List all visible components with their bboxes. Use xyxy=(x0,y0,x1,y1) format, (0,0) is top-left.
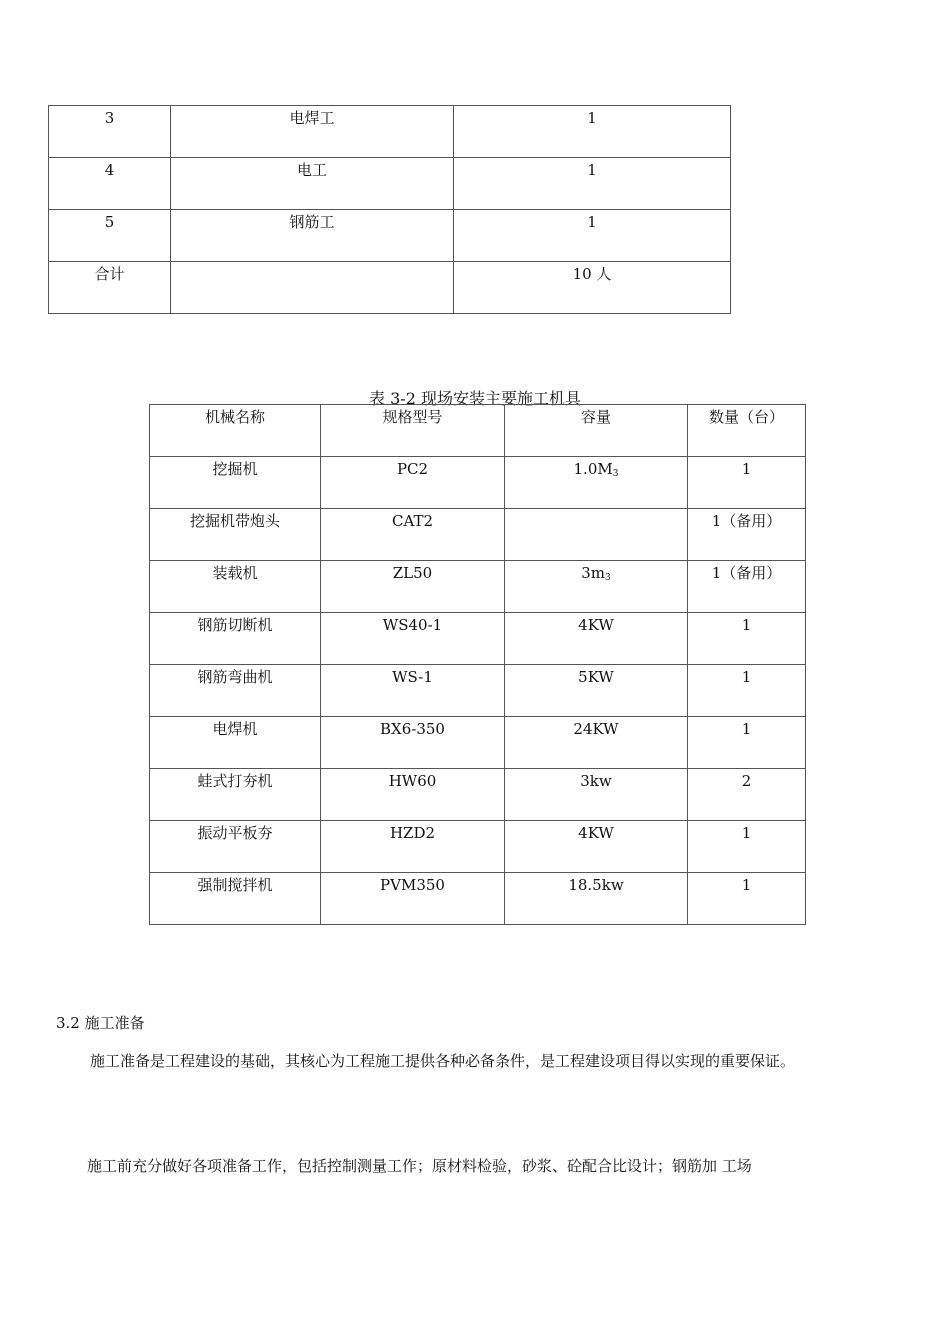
column-header: 规格型号 xyxy=(321,405,505,457)
table-cell: 5KW xyxy=(505,665,688,717)
table-row xyxy=(150,821,806,873)
table-cell: WS40-1 xyxy=(321,613,505,665)
table-row xyxy=(150,613,806,665)
table-row xyxy=(150,873,806,925)
table-cell: 装载机 xyxy=(150,561,321,613)
table-row xyxy=(49,106,731,158)
table-cell: BX6-350 xyxy=(321,717,505,769)
table-cell: 1 xyxy=(688,665,806,717)
table-cell: 强制搅拌机 xyxy=(150,873,321,925)
table-cell: 电焊机 xyxy=(150,717,321,769)
table-cell: ZL50 xyxy=(321,561,505,613)
column-header: 容量 xyxy=(505,405,688,457)
table-cell: 1 xyxy=(688,613,806,665)
table-row xyxy=(49,262,731,314)
table-cell: 10 人 xyxy=(454,262,731,314)
table-cell xyxy=(171,262,454,314)
table-cell: 电工 xyxy=(171,158,454,210)
section-heading: 3.2 施工准备 xyxy=(56,1014,145,1032)
personnel-table xyxy=(48,105,731,314)
table-cell: 钢筋工 xyxy=(171,210,454,262)
table-cell: PC2 xyxy=(321,457,505,509)
table-cell: WS-1 xyxy=(321,665,505,717)
table-cell: 4 xyxy=(49,158,171,210)
table-row xyxy=(150,717,806,769)
table-cell: 合计 xyxy=(49,262,171,314)
table-cell: 挖掘机带炮头 xyxy=(150,509,321,561)
table-cell: 3kw xyxy=(505,769,688,821)
table-row xyxy=(150,769,806,821)
table-cell: 24KW xyxy=(505,717,688,769)
table-cell xyxy=(505,509,688,561)
table-cell: 挖掘机 xyxy=(150,457,321,509)
table-row xyxy=(150,561,806,613)
table-caption: 表 3-2 现场安装主要施工机具 xyxy=(369,389,581,408)
table-row xyxy=(150,665,806,717)
table-row xyxy=(49,210,731,262)
table-cell: 2 xyxy=(688,769,806,821)
table-row xyxy=(150,509,806,561)
table-cell: 4KW xyxy=(505,613,688,665)
table-cell: 1 xyxy=(454,158,731,210)
table-cell: 蛙式打夯机 xyxy=(150,769,321,821)
table-cell: 18.5kw xyxy=(505,873,688,925)
table-cell: 1（备用） xyxy=(688,561,806,613)
table-header-row xyxy=(150,405,806,457)
table-cell: 3 xyxy=(49,106,171,158)
column-header: 数量（台） xyxy=(688,405,806,457)
table-cell: $1.0M_3$ xyxy=(505,457,688,509)
table-cell: 钢筋弯曲机 xyxy=(150,665,321,717)
table-cell: 电焊工 xyxy=(171,106,454,158)
table-cell: 1 xyxy=(688,873,806,925)
table-cell: HZD2 xyxy=(321,821,505,873)
paragraph-text: 施工准备是工程建设的基础，其核心为工程施工提供各种必备条件，是工程建设项目得以实现的重要保证。 xyxy=(90,1052,796,1070)
table-cell: CAT2 xyxy=(321,509,505,561)
table-row xyxy=(49,158,731,210)
table-cell: 1 xyxy=(688,821,806,873)
table-cell: 1 xyxy=(688,457,806,509)
table-cell: PVM350 xyxy=(321,873,505,925)
paragraph xyxy=(56,1155,936,1176)
table-cell: $3m_3$ xyxy=(505,561,688,613)
table-cell: 1 xyxy=(454,210,731,262)
paragraph-text: 施工前充分做好各项准备工作，包括控制测量工作；原材料检验，砂浆、砼配合比设计；钢筋加 工场 xyxy=(87,1157,752,1175)
table-cell: HW60 xyxy=(321,769,505,821)
table-row xyxy=(150,457,806,509)
equipment-table xyxy=(149,404,806,925)
table-cell: 钢筋切断机 xyxy=(150,613,321,665)
table-cell: 5 xyxy=(49,210,171,262)
table-cell: 1 xyxy=(688,717,806,769)
table-cell: 1 xyxy=(454,106,731,158)
table-cell: 4KW xyxy=(505,821,688,873)
table-cell: 1（备用） xyxy=(688,509,806,561)
table-cell: 振动平板夯 xyxy=(150,821,321,873)
paragraph xyxy=(56,1046,896,1077)
column-header: 机械名称 xyxy=(150,405,321,457)
